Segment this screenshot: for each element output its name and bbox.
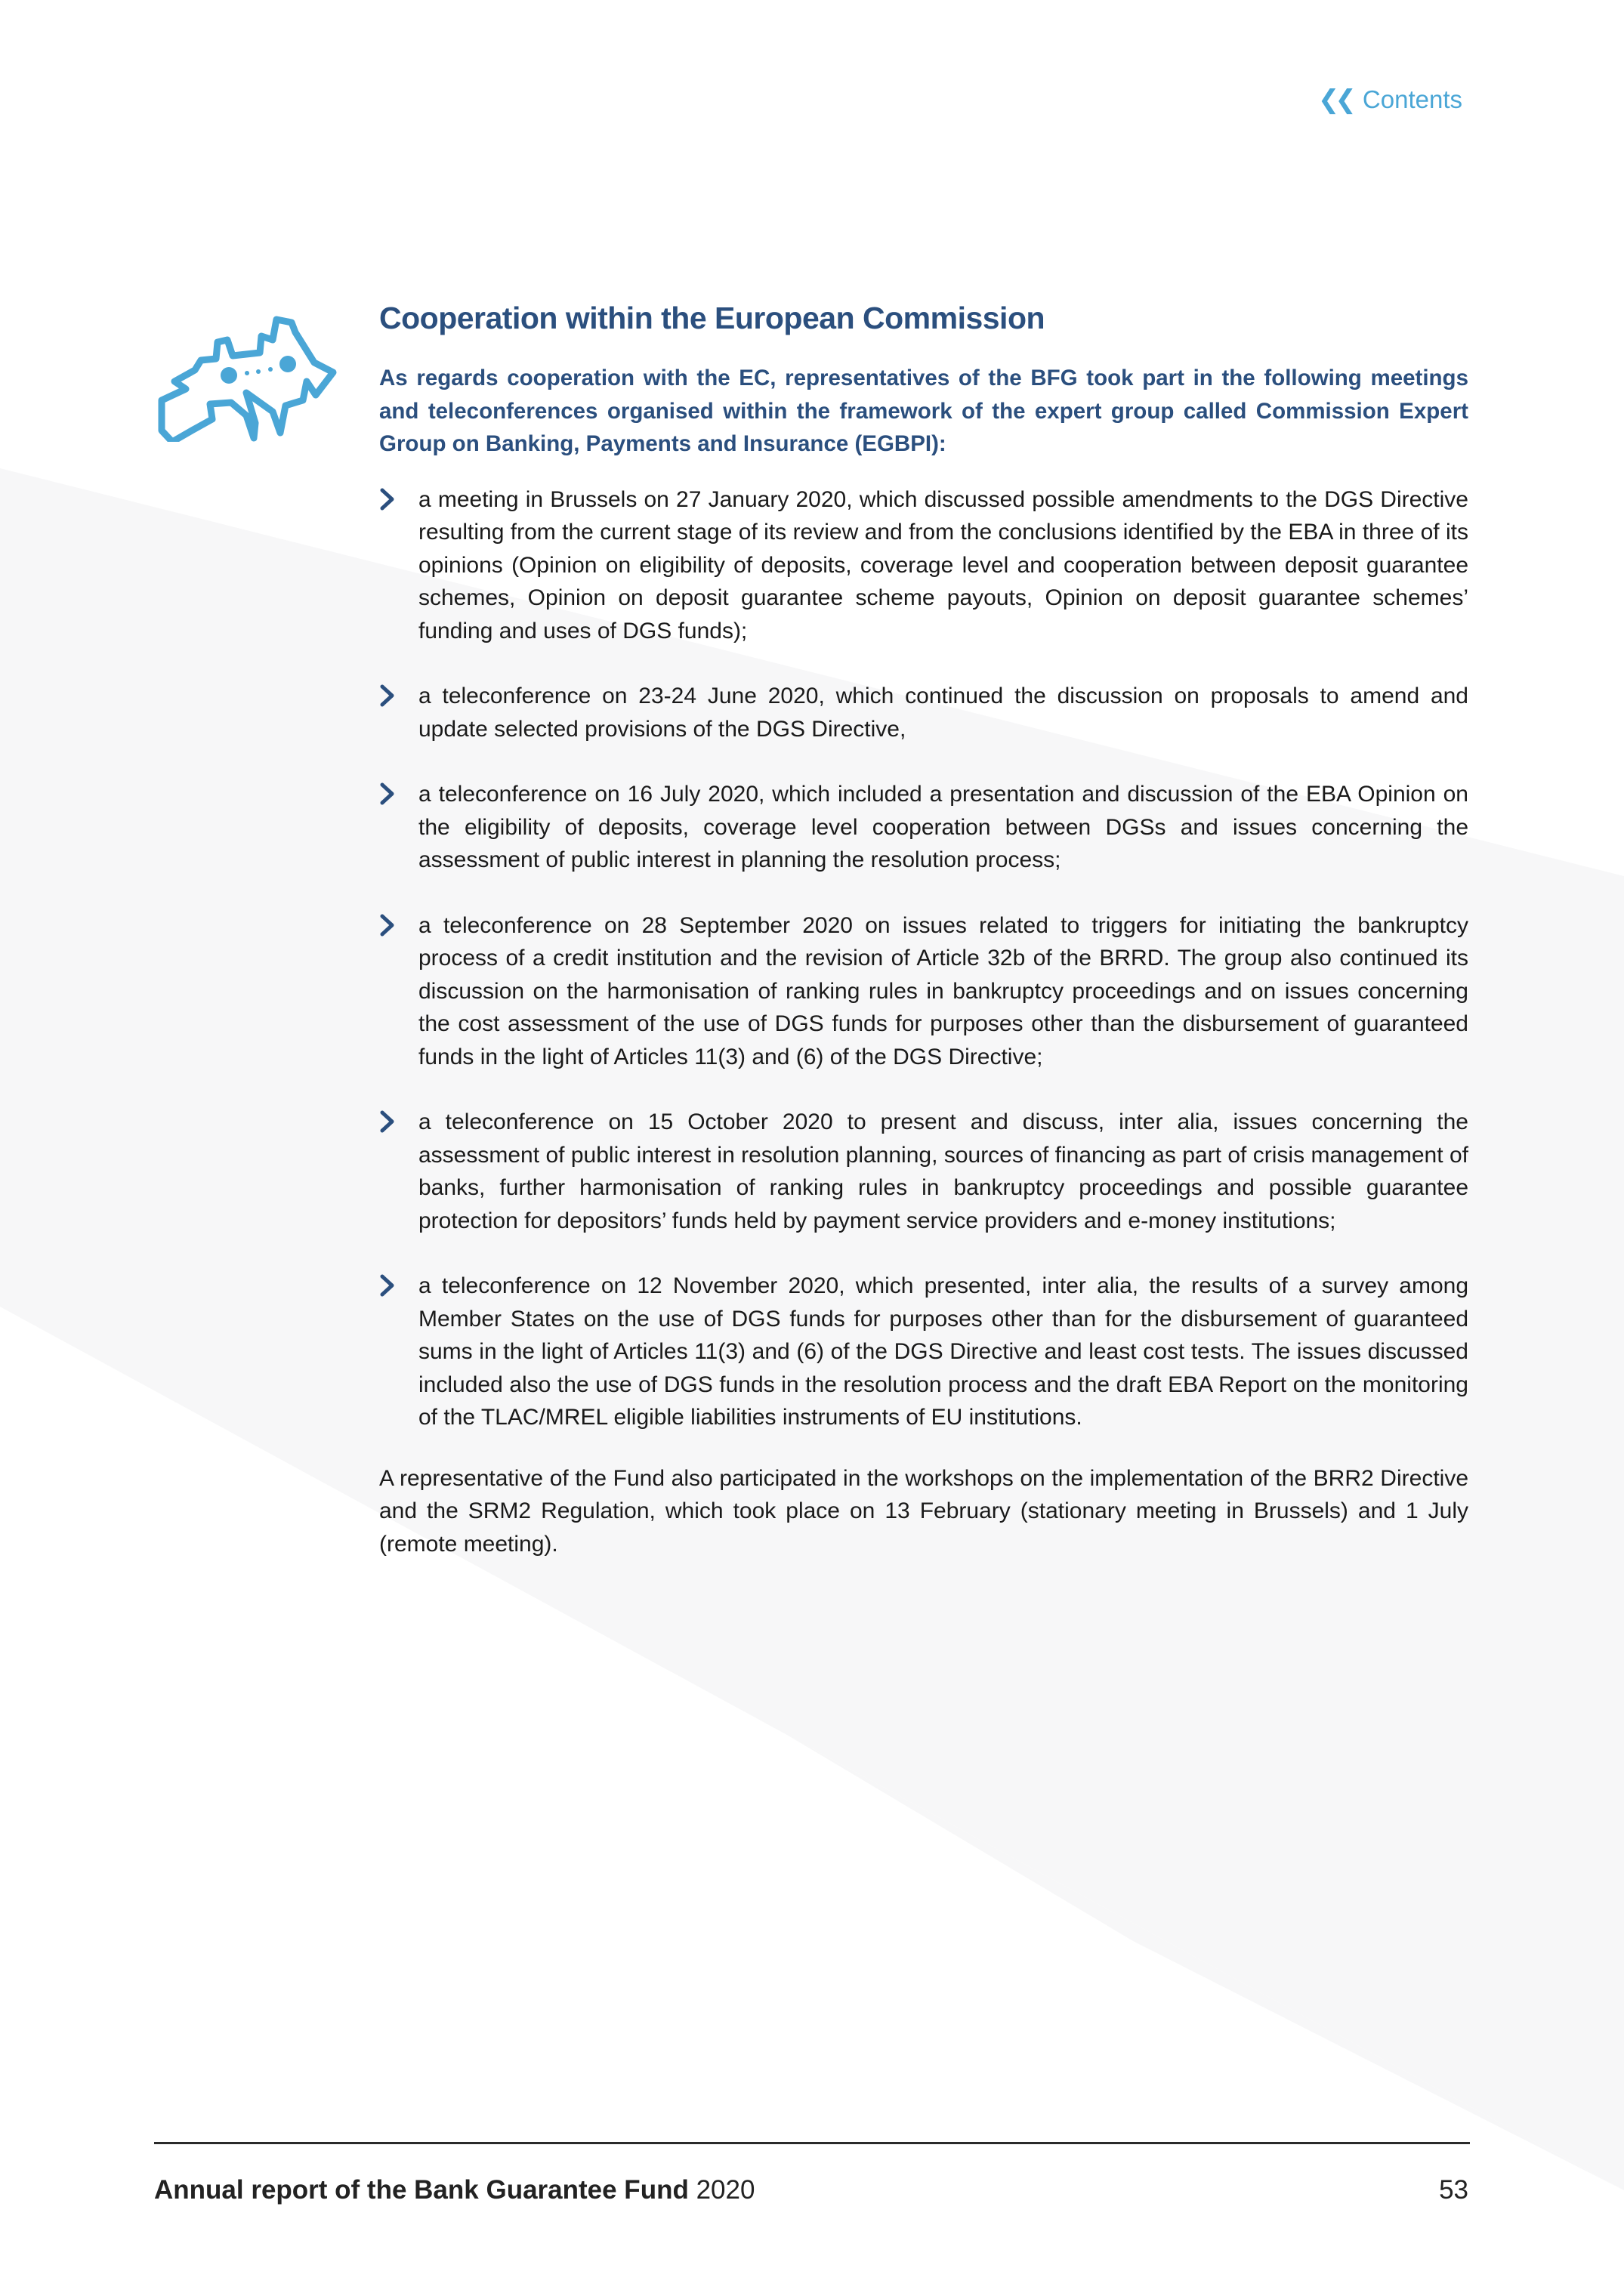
chevron-right-icon	[379, 1110, 396, 1133]
chevron-right-icon	[379, 782, 396, 805]
section-content	[379, 301, 1468, 1560]
section-title: Cooperation within the European Commission	[379, 301, 1045, 335]
section-lead: As regards cooperation with the EC, representatives of the BFG took part in the following meetings and teleconferences organised within the framework of the expert group called Commission Expert Group on Banking, Payments and Insurance (EGBPI):	[379, 366, 1468, 456]
list-item	[379, 483, 1468, 648]
double-chevron-left-icon: ❮❮	[1317, 85, 1352, 114]
list-item-text: a teleconference on 15 October 2020 to present and discuss, inter alia, issues concerning the assessment of public interest in resolution planning, sources of financing as part of crisis management of banks, further harmonisation of ranking rules in bankruptcy proceedings and possible guarantee protection for depositors’ funds held by payment service providers and e-money institutions;	[418, 1109, 1468, 1233]
chevron-right-icon	[379, 1274, 396, 1297]
list-item	[379, 1106, 1468, 1237]
contents-link[interactable]	[1318, 85, 1462, 115]
chevron-right-icon	[379, 684, 396, 707]
list-item	[379, 909, 1468, 1074]
list-item-text: a teleconference on 23-24 June 2020, which continued the discussion on proposals to amend and update selected provisions of the DGS Directive,	[418, 684, 1468, 742]
footer-title-year: 2020	[696, 2175, 755, 2205]
closing-paragraph: A representative of the Fund also participated in the workshops on the implementation of the BRR2 Directive and the SRM2 Regulation, which took place on 13 February (stationary meeting in Brussels) and 1 July (remote meeting).	[379, 1465, 1468, 1557]
meetings-list	[379, 483, 1468, 1434]
list-item-text: a teleconference on 16 July 2020, which included a presentation and discussion of the EBA Opinion on the eligibility of deposits, coverage level cooperation between DGSs and issues concerning the assessment of public interest in planning the resolution process;	[418, 782, 1468, 872]
footer-title-bold: Annual report of the Bank Guarantee Fund	[154, 2175, 689, 2205]
chevron-right-icon	[379, 488, 396, 511]
chevron-right-icon	[379, 914, 396, 937]
contents-label: Contents	[1362, 85, 1462, 113]
list-item-text: a teleconference on 12 November 2020, which presented, inter alia, the results of a survey among Member States on the use of DGS funds for purposes other than for the disbursement of guaranteed sums in the light of Articles 11(3) and (6) of the DGS Directive and least cost tests. The issues discussed included also the use of DGS funds in the resolution process and the draft EBA Report on the monitoring of the TLAC/MREL eligible liabilities instruments of EU institutions.	[418, 1273, 1468, 1430]
list-item-text: a meeting in Brussels on 27 January 2020, which discussed possible amendments to the DGS Directive resulting from the current stage of its review and from the conclusions identified by the EBA in three of its opinions (Opinion on eligibility of deposits, coverage level and cooperation between deposit guarantee schemes, Opinion on deposit guarantee scheme payouts, Opinion on deposit guarantee schemes’ funding and uses of DGS funds);	[418, 486, 1468, 643]
page-number: 53	[1439, 2175, 1468, 2205]
list-item	[379, 1270, 1468, 1434]
list-item	[379, 778, 1468, 877]
footer-divider	[154, 2142, 1470, 2144]
list-item-text: a teleconference on 28 September 2020 on issues related to triggers for initiating the bankruptcy process of a credit institution and the revision of Article 32b of the BRRD. The group also continued its discussion on the harmonisation of ranking rules in bankruptcy proceedings and on issues concerning the cost assessment of the use of DGS funds for purposes other than the disbursement of guaranteed funds in the light of Articles 11(3) and (6) of the DGS Directive;	[418, 912, 1468, 1069]
europe-map-icon	[148, 306, 344, 442]
footer-report-title	[154, 2175, 755, 2205]
list-item	[379, 680, 1468, 745]
